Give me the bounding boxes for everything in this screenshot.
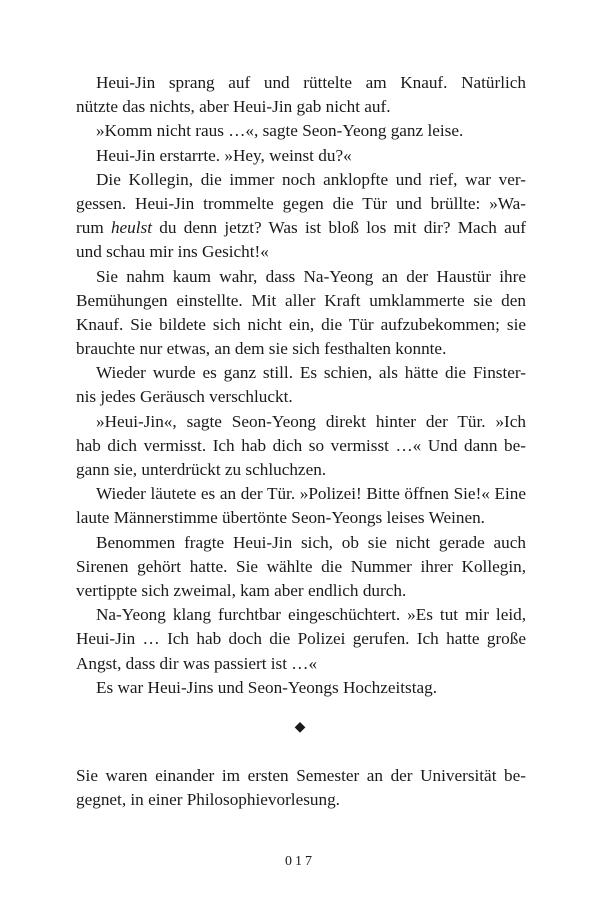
line-rest: du denn jetzt? Was ist bloß los mit dir? Mach auf [159, 218, 527, 238]
text-line: Wieder wurde es ganz still. Es schien, als hätte die Finster- [96, 363, 526, 383]
text-line: Knauf. Sie bildete sich nicht ein, die Tür aufzubekommen; sie [76, 314, 526, 334]
text-line: Angst, dass dir was passiert ist …« [76, 653, 318, 673]
text-line: nützte das nichts, aber Heui-Jin gab nicht auf. [76, 97, 391, 117]
text-line: Die Kollegin, die immer noch anklopfte und rief, war ver- [96, 169, 526, 189]
second-section-text [76, 764, 526, 812]
section-divider-diamond: ◆ [294, 719, 306, 735]
text-line: Na-Yeong klang furchtbar eingeschüchtert. »Es tut mir leid, [96, 605, 526, 625]
text-line: Sie nahm kaum wahr, dass Na-Yeong an der Haustür ihre [96, 266, 526, 286]
page-number: 017 [285, 854, 315, 869]
text-line: brauchte nur etwas, an dem sie sich festhalten konnte. [76, 339, 447, 359]
line-prefix: rum [76, 218, 104, 238]
text-line: Es war Heui-Jins und Seon-Yeongs Hochzeitstag. [96, 677, 438, 697]
main-text [76, 71, 526, 700]
text-line: Wieder läutete es an der Tür. »Polizei! Bitte öffnen Sie!« Eine [96, 484, 526, 504]
text-line: Sie waren einander im ersten Semester an der Universität be- [76, 766, 526, 785]
text-line: und schau mir ins Gesicht!« [76, 242, 269, 262]
emphasis-word: heulst [110, 218, 153, 238]
text-line: gegnet, in einer Philosophievorlesung. [76, 790, 340, 810]
text-line: Heui-Jin erstarrte. »Hey, weinst du?« [96, 145, 352, 165]
text-line: Heui-Jin sprang auf und rüttelte am Knauf. Natürlich [96, 73, 526, 92]
text-line: vertippte sich zweimal, kam aber endlich durch. [76, 580, 407, 600]
text-line: Heui-Jin … Ich hab doch die Polizei gerufen. Ich hatte große [76, 629, 526, 649]
text-line: Sirenen gehört hatte. Sie wählte die Nummer ihrer Kollegin, [76, 556, 526, 576]
text-line-with-emphasis [76, 216, 526, 240]
text-line: hab dich vermisst. Ich hab dich so vermisst …« Und dann be- [76, 435, 526, 455]
text-line: »Komm nicht raus …«, sagte Seon-Yeong ganz leise. [96, 121, 464, 141]
text-line: nis jedes Geräusch verschluckt. [76, 387, 293, 407]
text-line: gessen. Heui-Jin trommelte gegen die Tür und brüllte: »Wa- [76, 193, 526, 213]
text-line: Benommen fragte Heui-Jin sich, ob sie nicht gerade auch [96, 532, 526, 552]
text-line: laute Männerstimme übertönte Seon-Yeongs leises Weinen. [76, 508, 485, 528]
text-line: gann sie, unterdrückt zu schluchzen. [76, 460, 327, 479]
text-line: »Heui-Jin«, sagte Seon-Yeong direkt hinter der Tür. »Ich [96, 411, 526, 431]
text-line: Bemühungen einstellte. Mit aller Kraft umklammerte sie den [76, 290, 526, 310]
